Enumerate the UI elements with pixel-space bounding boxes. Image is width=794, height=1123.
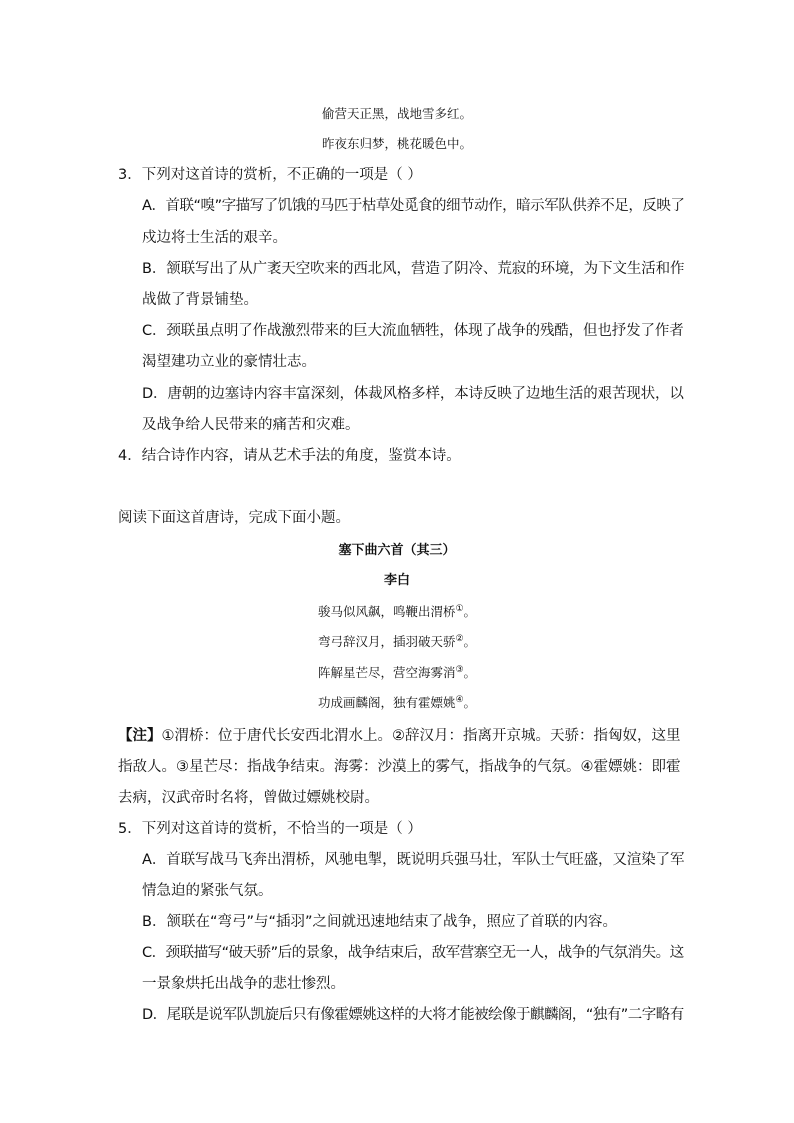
- note-line-1: [118, 726, 681, 746]
- q5-option-c-line-2: 一景象烘托出战争的悲壮惨烈。: [142, 976, 345, 992]
- poem2-line-2: [0, 632, 794, 652]
- poem2-line-1: [0, 602, 794, 622]
- poem2-line-end: 。: [463, 665, 477, 680]
- q5-option-c-line-1: C．颈联描写“破天骄”后的景象，战争结束后，敌军营寨空无一人，战争的气氛消失。这: [142, 945, 684, 961]
- poem2-line-end: 。: [463, 634, 477, 649]
- q5-stem: 5．下列对这首诗的赏析，不恰当的一项是（ ）: [118, 821, 422, 837]
- footnote-mark: ①: [455, 603, 464, 614]
- note-head: 【注】: [118, 728, 162, 744]
- poem1-line-1: 偷营天正黑，战地雪多红。: [321, 106, 472, 121]
- q4-stem: 4．结合诗作内容，请从艺术手法的角度，鉴赏本诗。: [118, 448, 461, 464]
- poem2-line-text: 弯弓辞汉月，插羽破天骄: [317, 634, 456, 649]
- poem2-line-text: 骏马似风飙，鸣鞭出渭桥: [317, 604, 456, 619]
- poem2-line-text: 功成画麟阁，独有霍嫖姚: [317, 695, 456, 710]
- q3-option-c-line-2: 渴望建功立业的豪情壮志。: [142, 354, 316, 370]
- poem2-line-end: 。: [463, 604, 477, 619]
- poem2-title: 塞下曲六首（其三）: [338, 543, 456, 558]
- footnote-mark: ④: [455, 694, 464, 705]
- q3-stem: 3．下列对这首诗的赏析，不正确的一项是（ ）: [118, 167, 422, 183]
- poem2-line-text: 阵解星芒尽，营空海雾消: [317, 665, 456, 680]
- q5-option-d-line-1: D．尾联是说军队凯旋后只有像霍嫖姚这样的大将才能被绘像于麒麟阁，“独有”二字略有: [142, 1007, 684, 1023]
- poem2-line-3: [0, 663, 794, 683]
- note-text: ①渭桥：位于唐代长安西北渭水上。②辞汉月：指离开京城。天骄：指匈奴，这里: [161, 728, 681, 744]
- q5-option-b-line-1: B．颔联在“弯弓”与“插羽”之间就迅速地结束了战争，照应了首联的内容。: [142, 914, 617, 930]
- q3-option-b-line-1: B．颔联写出了从广袤天空吹来的西北风，营造了阴冷、荒寂的环境，为下文生活和作: [142, 261, 685, 277]
- q3-option-d-line-1: D．唐朝的边塞诗内容丰富深刻，体裁风格多样，本诗反映了边地生活的艰苦现状，以: [142, 386, 684, 402]
- note-line-2: 指敌人。③星芒尽：指战争结束。海雾：沙漠上的雾气，指战争的气氛。④霍嫖姚：即霍: [118, 759, 681, 775]
- q3-option-a-line-2: 戍边将士生活的艰辛。: [142, 230, 287, 246]
- poem2-line-4: [0, 693, 794, 713]
- q3-option-b-line-2: 战做了背景铺垫。: [142, 292, 258, 308]
- poem1-line-2: 昨夜东归梦，桃花暖色中。: [321, 136, 472, 151]
- q5-option-a-line-1: A．首联写战马飞奔出渭桥，风驰电掣，既说明兵强马壮，军队士气旺盛，又渲染了军: [142, 852, 685, 868]
- note-line-3: 去病，汉武帝时名将，曾做过嫖姚校尉。: [118, 790, 379, 806]
- q5-option-a-line-2: 情急迫的紧张气氛。: [142, 883, 273, 899]
- q3-option-a-line-1: A．首联“嗅”字描写了饥饿的马匹于枯草处觅食的细节动作，暗示军队供养不足，反映了: [142, 198, 685, 214]
- reading-intro: 阅读下面这首唐诗，完成下面小题。: [118, 510, 350, 526]
- footnote-mark: ③: [455, 664, 464, 675]
- q3-option-d-line-2: 及战争给人民带来的痛苦和灾难。: [142, 417, 360, 433]
- poem2-line-end: 。: [463, 695, 477, 710]
- footnote-mark: ②: [455, 633, 464, 644]
- q3-option-c-line-1: C．颈联虽点明了作战激烈带来的巨大流血牺牲，体现了战争的残酷，但也抒发了作者: [142, 323, 684, 339]
- poem2-author: 李白: [383, 573, 410, 588]
